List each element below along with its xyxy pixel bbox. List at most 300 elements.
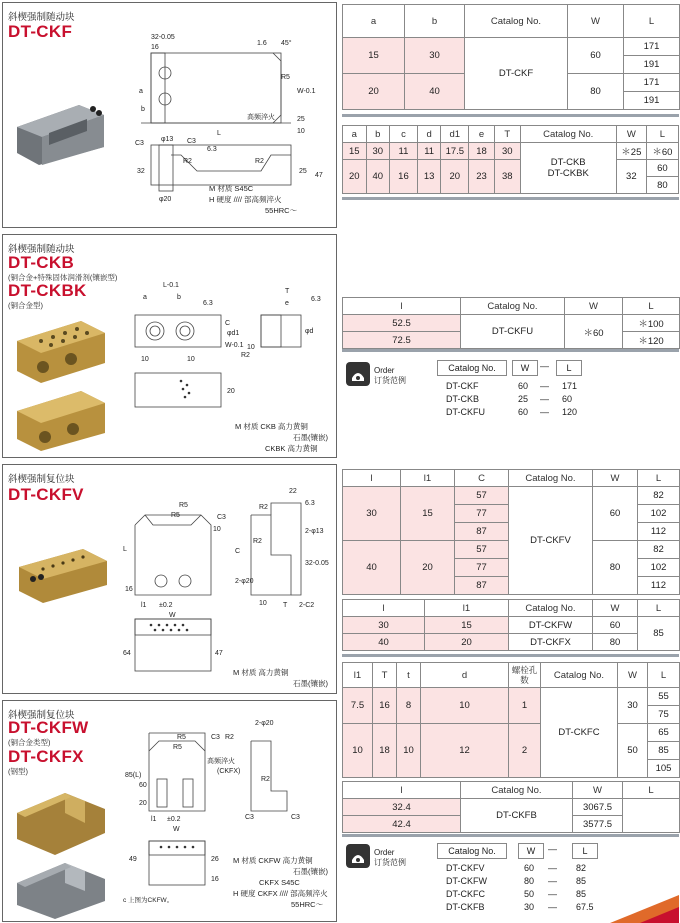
cell: 10 [397,724,421,778]
panel-title: 斜楔强制随动块 [8,12,75,23]
spec-table-ckfb [342,781,680,833]
hardness-note: H 硬度 //// 部高频淬火 [209,195,282,204]
cell: 191 [624,92,680,110]
cell: 82 [638,487,680,505]
dim-label: T [285,288,290,295]
order-cat: DT-CKFU [446,407,485,417]
col-header: W [568,5,624,38]
order-cat: DT-CKFB [446,902,485,912]
catalog-code: DT-CKBK [547,168,589,179]
cell: 80 [568,74,624,110]
dim-label: 20 [227,388,235,395]
dim-label: 64 [123,650,131,657]
cell: 2 [509,724,541,778]
catalog-code: DT-CKB [550,157,586,168]
product-subtitle: (铜合金型) [8,301,43,310]
cell: 18 [469,143,495,160]
dim-label: R2 [259,504,268,511]
dim-label: φ13 [161,136,174,143]
cell: 10 [343,724,373,778]
dim-label: R2 [183,158,192,165]
order-w: 60 [524,863,535,873]
cell: 16 [390,160,418,194]
divider [342,349,679,352]
dash: — [540,407,549,417]
dim-label: ±0.2 [159,602,173,609]
divider [342,654,679,657]
order-header: Catalog No. [437,360,507,376]
cell: 23 [469,160,495,194]
dim-label: C3 [187,138,196,145]
col-header: e [469,126,495,143]
order-l: 120 [562,407,578,417]
col-header: L [623,782,680,799]
dim-label: l1 [141,602,147,609]
col-header: a [343,5,405,38]
dim-label: 22 [289,488,297,495]
col-header: a [343,126,367,143]
catalog-cell: DT-CKFC [541,688,618,778]
catalog-cell: DT-CKF [465,38,568,110]
panel-title: 斜楔强制随动块 [8,244,75,255]
dim-label: R5 [179,502,188,509]
order-w: 80 [524,876,535,886]
dim-label: L-0.1 [163,282,179,289]
order-label-cn: 订货范例 [374,858,406,867]
dash: — [548,863,557,873]
panel-ckb [2,234,337,458]
col-header: d [417,126,441,143]
cell: 50 [618,724,648,778]
cell: ＊60 [646,143,678,160]
cell: 20 [425,634,509,651]
order-cat: DT-CKB [446,394,480,404]
cell: 105 [648,760,680,778]
order-row [446,863,586,873]
product-code: DT-CKFW [8,718,89,737]
product-code: DT-CKFX [8,747,84,766]
dim-label: C3 [211,734,220,741]
col-header: W [593,470,638,487]
dash: — [548,889,557,899]
cell: 12 [421,724,509,778]
cell: ＊100 [623,315,680,332]
cell: 60 [593,487,638,541]
col-header: L [624,5,680,38]
product-code: DT-CKB [8,253,75,272]
dim-label: 45° [281,40,292,47]
cell: 8 [397,688,421,724]
order-row [446,381,577,391]
col-header: T [494,126,520,143]
cell: 30 [405,38,465,74]
cell: 30 [494,143,520,160]
spec-table-ckb [342,125,679,194]
order-w: 50 [524,889,535,899]
cell: 77 [455,505,509,523]
dim-label: 高频淬火 [247,114,275,121]
col-header: b [366,126,390,143]
material-note: M 材质 S45C [209,184,254,193]
dim-label: 6.3 [203,300,213,307]
dim-label: 85(L) [125,772,142,779]
dim-label: ±0.2 [167,816,181,823]
cell: 171 [624,74,680,92]
cell: 30 [343,487,401,541]
cell: ＊25 [616,143,646,160]
dim-label: 6.3 [207,146,217,153]
cell: 85 [638,617,680,651]
material-note: M 材质 CKB 高力黄铜 [235,422,308,431]
dim-label: φ20 [159,196,172,203]
col-header: l1 [425,600,509,617]
cell: 32.4 [343,799,461,816]
cell: 85 [648,742,680,760]
dim-label: 32-0.05 [151,34,175,41]
cell: 3577.5 [573,816,623,833]
cell: 102 [638,505,680,523]
cell: 13 [417,160,441,194]
dim-label: 26 [211,856,219,863]
order-row [446,902,594,912]
spec-table-ckfw [342,599,680,651]
dim-label: W-0.1 [225,342,244,349]
cell: 20 [343,74,405,110]
material-note-3: CKFX S45C [259,878,300,887]
col-header: b [405,5,465,38]
dim-label: l1 [151,816,157,823]
cell: 77 [455,559,509,577]
dash: — [548,876,557,886]
col-header: 螺栓孔数 [509,663,541,688]
dim-label: C [235,548,241,555]
dim-label: 6.3 [311,296,321,303]
cell: 171 [624,38,680,56]
cell: 32 [616,160,646,194]
cell: 11 [390,143,418,160]
order-label: Order [374,848,395,857]
order-row [446,889,586,899]
dim-label: L [217,130,221,137]
cell: 38 [494,160,520,194]
cell: 15 [343,143,367,160]
dim-label: φd [305,328,314,335]
dim-label: a [143,294,147,301]
cell: 75 [648,706,680,724]
col-header: L [648,663,680,688]
product-code: DT-CKF [8,22,73,41]
order-l: 85 [576,889,587,899]
col-header: l [343,782,461,799]
cell: 72.5 [343,332,461,349]
hardness-value: 55HRC～ [265,206,298,215]
product-subtitle: (钢型) [8,767,28,776]
product-code: DT-CKBK [8,281,87,300]
panel-ckf [2,2,337,228]
order-label: Order [374,366,395,375]
order-header: W [512,360,538,376]
dim-label: R2 [261,776,270,783]
dim-label: R2 [241,352,250,359]
panel-title: 斜楔强制复位块 [8,474,75,485]
dim-label: R5 [171,512,180,519]
spec-table-ckfu [342,297,680,349]
dim-label: C [225,320,231,327]
dash: — [548,902,557,912]
phone-icon [346,844,370,868]
col-header: l [343,298,461,315]
material-note-3: CKBK 高力黄铜 [265,444,318,453]
cell: 87 [455,523,509,541]
col-header: Catalog No. [520,126,616,143]
dim-label: 47 [315,172,323,179]
cell: 7.5 [343,688,373,724]
order-header: L [572,843,598,859]
dim-label: a [139,88,143,95]
col-header: Catalog No. [541,663,618,688]
order-label-cn: 订货范例 [374,376,406,385]
material-note-2: 石墨(镶嵌) [293,679,328,688]
order-cat: DT-CKFC [446,889,485,899]
order-l: 60 [562,394,573,404]
material-note-2: 石墨(镶嵌) [293,433,328,442]
dim-label: 2-φ20 [255,720,274,727]
order-cat: DT-CKF [446,381,479,391]
cell: 40 [343,634,425,651]
order-w: 30 [524,902,535,912]
col-header: d1 [441,126,469,143]
col-header: l1 [401,470,455,487]
col-header: l1 [343,663,373,688]
col-header: c [390,126,418,143]
order-l: 85 [576,876,587,886]
col-header: Catalog No. [509,600,593,617]
dim-label: 6.3 [305,500,315,507]
ckf-photo [9,87,109,167]
cell [623,799,680,833]
col-header: W [618,663,648,688]
dim-label: 16 [125,586,133,593]
col-header: Catalog No. [461,298,565,315]
dim-label: C3 [135,140,144,147]
dash: — [540,394,549,404]
dim-label: 32 [137,168,145,175]
dim-label: W [169,612,176,619]
dim-label: φd1 [227,330,240,337]
material-note-2: 石墨(镶嵌) [293,867,328,876]
col-header: l [343,470,401,487]
order-l: 67.5 [576,902,594,912]
dim-label: 高频淬火 [207,758,235,765]
col-header: W [593,600,638,617]
cell: 191 [624,56,680,74]
order-row [446,407,577,417]
cell: ＊120 [623,332,680,349]
cell: 57 [455,487,509,505]
cell: 60 [593,617,638,634]
catalog-cell: DT-CKFU [461,315,565,349]
dim-label: R2 [253,538,262,545]
hardness-note: H 硬度 CKFX //// 部高频淬火 [233,889,328,898]
order-header: L [556,360,582,376]
panel-title: 斜楔强制复位块 [8,710,75,721]
order-l: 82 [576,863,587,873]
dim-label: 47 [215,650,223,657]
col-header: Catalog No. [465,5,568,38]
cell: 40 [366,160,390,194]
dim-label: 25 [297,116,305,123]
col-header: L [638,470,680,487]
dim-label: R2 [225,734,234,741]
cell: 102 [638,559,680,577]
cell: 30 [343,617,425,634]
material-note: M 材质 高力黄铜 [233,668,289,677]
col-header: C [455,470,509,487]
cell: 60 [568,38,624,74]
dim-label: 25 [299,168,307,175]
dim-label: 16 [151,44,159,51]
col-header: Catalog No. [461,782,573,799]
dim-label: 1.6 [257,40,267,47]
phone-icon [346,362,370,386]
dim-label: C3 [217,514,226,521]
corner-accent [600,893,679,923]
order-w: 60 [518,381,529,391]
dash: — [540,381,549,391]
col-header: W [616,126,646,143]
cell: 65 [648,724,680,742]
cell: 87 [455,577,509,595]
cell: 30 [618,688,648,724]
cell: 52.5 [343,315,461,332]
col-header: L [638,600,680,617]
dim-label: C3 [245,814,254,821]
ckfv-photo [13,545,113,605]
col-header: t [397,663,421,688]
cell: 40 [405,74,465,110]
cell: 57 [455,541,509,559]
dim-label: L [123,546,127,553]
cell: 42.4 [343,816,461,833]
material-note: M 材质 CKFW 高力黄铜 [233,856,313,865]
cell: 3067.5 [573,799,623,816]
cell: 15 [401,487,455,541]
dim-label: W [173,826,180,833]
catalog-cell: DT-CKFV [509,487,593,595]
cell: 55 [648,688,680,706]
cell: 20 [343,160,367,194]
cell: 40 [343,541,401,595]
dim-label: 10 [213,526,221,533]
order-w: 60 [518,407,529,417]
cell: 80 [646,177,678,194]
product-code: DT-CKFV [8,485,84,504]
cell: 11 [417,143,441,160]
order-l: 171 [562,381,578,391]
cell: 17.5 [441,143,469,160]
divider [342,834,679,837]
dim-label: 49 [129,856,137,863]
cell: 18 [373,724,397,778]
cell: 30 [366,143,390,160]
dim-label: 60 [139,782,147,789]
ckfw-photo [11,783,111,919]
cell: 16 [373,688,397,724]
dim-label: 2-C2 [299,602,315,609]
dim-label: 2-φ20 [235,578,254,585]
order-cat: DT-CKFW [446,876,487,886]
dim-label: 10 [187,356,195,363]
col-header: l [343,600,425,617]
cell: 15 [425,617,509,634]
cell: 10 [421,688,509,724]
order-header: Catalog No. [437,843,507,859]
ckfv-drawing [121,488,333,685]
dim-label: 10 [297,128,305,135]
col-header: Catalog No. [509,470,593,487]
col-header: d [421,663,509,688]
cell: 112 [638,523,680,541]
dim-label: b [141,106,145,113]
product-subtitle: (铜合金类型) [8,738,51,747]
dim-label: R2 [255,158,264,165]
panel-ckfv [2,464,337,694]
spec-table-ckfv [342,469,680,595]
panel-ckfw [2,700,337,922]
order-row [446,394,572,404]
dim-label: R5 [173,744,182,751]
dim-label: (CKFX) [217,768,241,775]
col-header: T [373,663,397,688]
cell: 20 [401,541,455,595]
order-header: W [518,843,544,859]
divider [342,197,679,200]
col-header: W [565,298,623,315]
dim-label: 20 [139,800,147,807]
dim-label: b [177,294,181,301]
dim-label: C3 [291,814,300,821]
dim-label: R5 [177,734,186,741]
product-subtitle: (铜合金+特殊固体润滑剂(镶嵌型) [8,273,118,282]
dim-label: R5 [281,74,290,81]
cell: 80 [593,541,638,595]
catalog-cell: DT-CKFB [461,799,573,833]
dim-label: 10 [259,600,267,607]
cell: 82 [638,541,680,559]
catalog-cell: DT-CKFX [509,634,593,651]
dim-label: 10 [247,344,255,351]
spec-table-ckfc [342,662,680,778]
cell: 60 [646,160,678,177]
divider [342,114,679,117]
order-cat: DT-CKFV [446,863,485,873]
dim-label: 2-φ13 [305,528,324,535]
dim-label: 32-0.05 [305,560,329,567]
dash: — [548,844,557,854]
cell: 112 [638,577,680,595]
spec-table-ckf [342,4,680,110]
dim-label: W-0.1 [297,88,316,95]
dim-label: 10 [141,356,149,363]
cell: ＊60 [565,315,623,349]
order-row [446,876,586,886]
catalog-cell: DT-CKFW [509,617,593,634]
dim-label: T [283,602,288,609]
cell: 80 [593,634,638,651]
order-w: 25 [518,394,529,404]
dim-label: 16 [211,876,219,883]
figure-note: c 上图为CKFW。 [123,897,174,904]
